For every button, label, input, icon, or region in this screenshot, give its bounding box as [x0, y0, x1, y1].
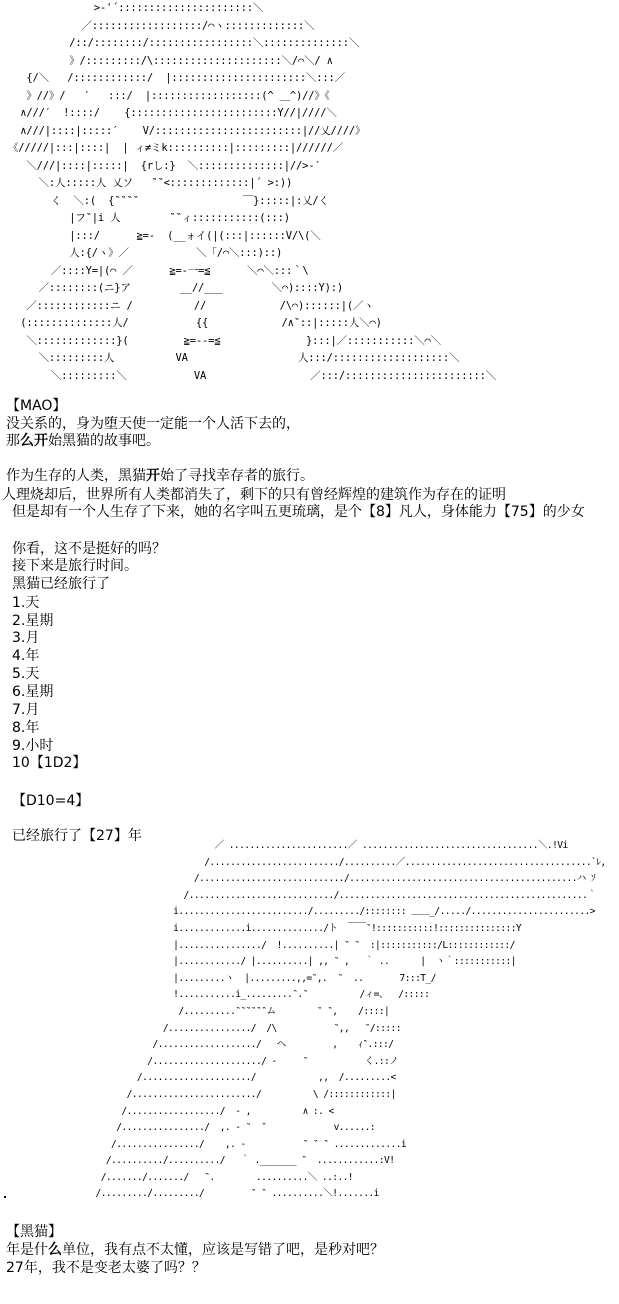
option-item: 3.月: [12, 630, 40, 646]
travel-result: 已经旅行了【27】年: [12, 828, 142, 844]
narration-line: 那么开始黑猫的故事吧。: [6, 433, 160, 449]
dialogue-line: 年是什么单位，我有点不太懂，应该是写错了吧，是秒对吧？: [6, 1242, 384, 1258]
speaker-label-kuroneko: 【黑猫】: [6, 1224, 62, 1240]
narration-line: 接下来是旅行时间。: [12, 558, 138, 574]
option-item: 5.天: [12, 666, 40, 682]
narration-line: 但是却有一个人生存了下来，她的名字叫五更琉璃，是个【8】凡人，身体能力【75】的少女: [12, 504, 585, 520]
narration-line: 人理烧却后，世界所有人类都消失了，剩下的只有曾经辉煌的建筑作为存在的证明: [2, 487, 506, 503]
option-item: 1.天: [12, 595, 40, 611]
option-item: 9.小时: [12, 738, 54, 754]
narration-line: 作为生存的人类，黑猫开始了寻找幸存者的旅行。: [6, 468, 314, 484]
option-item: 10【1D2】: [12, 755, 87, 771]
stray-dot: [4, 1196, 6, 1198]
kuroneko-ascii-art: ／ .......................／ ..................................＼.!Vi /........................./..........／....................................`ﾚ, /............................/............................................ハ ｿ /............................/................................................｀ i........................./........./:::::::: ＿＿_/...../.......................> i.............i............../ト ￣￣‶!:::::::::::!:::::::::::::::Y |................/ !..........| ‶ ‶ :|:::::::::::/L::::::::::::/ |............/ |..........| ,, ‶ , ｀ .. | ヽ｀:::::::::::| |.........ヽ |.........,,=‶,. ‶ .. 7:::T_/ !...........i_.........‶.‶ /ィ=、 /::::: /..........‶‶‶‶‶‶ム ‶ ‶, /::::| /................/ /\ ‶,, ‶/::::: /.................../ ヘ , ｨ‶.:::/ /...................../ ‐ ‶ く.::ノ /...................../ ,, /.........< /......................../ \ /::::::::::::| /................../ ‐ , ∧ :. < /................/ ,. ‐ ‶ ‶ v......: /................/ ,. ‐ ‶ ‶ ‶ .............i /........../........../ ｀ ._______ ‶ ............:V! /......./......./ ‶. ..........＼ ..:..! /........./........./ ‶ ‶ ..........＼!.......i: [95, 840, 606, 1200]
narration-line: 黑猫已经旅行了: [12, 576, 110, 592]
narration-line: 你看，这不是挺好的吗？: [12, 541, 166, 557]
option-item: 8.年: [12, 720, 40, 736]
narration-line: 没关系的，身为堕天使一定能一个人活下去的，: [6, 416, 300, 432]
option-item: 6.星期: [12, 684, 54, 700]
option-item: 7.月: [12, 702, 40, 718]
option-item: 4.年: [12, 648, 40, 664]
dice-roll-result: 【D10=4】: [12, 793, 90, 809]
dialogue-line: 27年，我不是变老太婆了吗？？: [6, 1260, 206, 1276]
option-item: 2.星期: [12, 613, 54, 629]
speaker-label-mao: 【MAO】: [6, 398, 67, 414]
mao-ascii-art: >‐'´::::::::::::::::::::::＼ ／::::::::::::::::::/⌒ヽ:::::::::::::＼ /::/::::::::/:::::::::::::::::＼::::::::::::::＼ 》/:::::::::/\:::::::::::::::::::::＼/⌒＼/ ∧ {/＼ /::::::::::::/ |::::::::::::::::::::::＼:::／ 》//》/ ′ :::/ |::::::::::::::::::(^ ＿^)//》《 ∧///′ !::::/ {::::::::::::::::::::::::Y//|////＼ ∧///|::::|:::::′ V/::::::::::::::::::::::::|//乂////》 《/////|:::|::::| | ィ≠ミk::::::::::|:::::::::|//////／ ＼///|::::|:::::| {rし:} ＼::::::::::::::|//>‐′ ＼:人:::::人 乂ソ ‶‶<:::::::::::::|´ >:)) く ＼:( {‶‶‶‶ ￣}:::::|:乂/く |フ‶|i 人 ‶‶ィ:::::::::::(:::) |:::/ ≧=- (__ォイ(|(:::|::::::V/\(＼ 人:{/ヽ》／ ＼「/⌒＼:::)::) ／::::Y=|(⌒ ／ ≧=-一=≦ ＼⌒＼:::｀\ ／::::::::(ニ}ア __//___ ＼⌒)::::Y):) ／::::::::::::ニ / // /\⌒)::::::|(／ヽ (::::::::::::::人/ {{ /∧‶::|:::::人＼⌒) ＼:::::::::::::}( ≧=‐‐=≦ }:::|／:::::::::::＼⌒＼ ＼:::::::::人 VA 人:::/:::::::::::::::::::＼ ＼:::::::::＼ VA ／:::/:::::::::::::::::::::::＼: [8, 2, 497, 382]
